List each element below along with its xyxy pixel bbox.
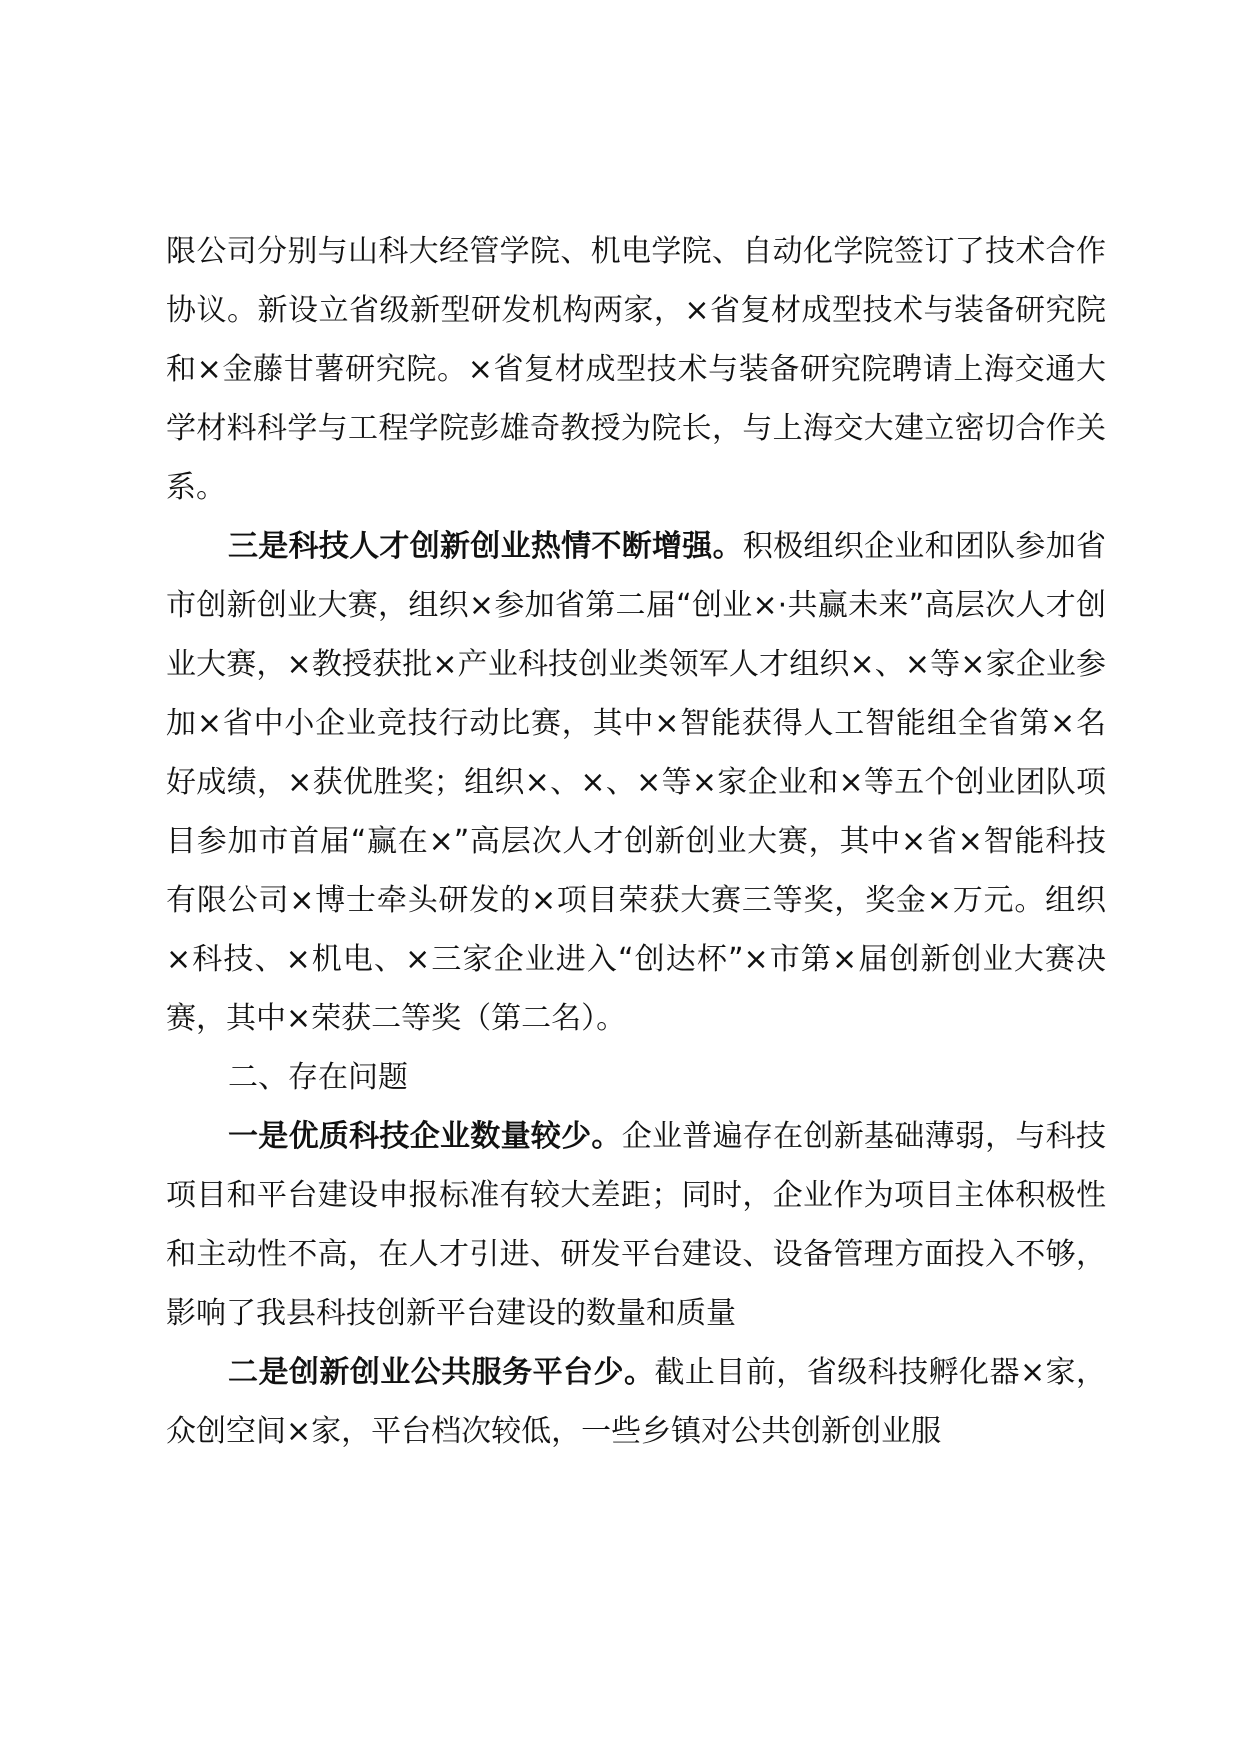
paragraph-text: 限公司分别与山科大经管学院、机电学院、自动化学院签订了技术合作协议。新设立省级新型研发机构两家，×省复材成型技术与装备研究院和×金藤甘薯研究院。×省复材成型技术与装备研究院聘请上海交通大学材料科学与工程学院彭雄奇教授为院长，与上海交大建立密切合作关系。 <box>166 234 1106 505</box>
paragraph-talent-entrepreneurship <box>166 517 1106 1048</box>
paragraph-few-tech-enterprises <box>166 1107 1106 1343</box>
paragraph-lead: 三是科技人才创新创业热情不断增强。 <box>228 529 743 564</box>
section-heading-text: 二、存在问题 <box>228 1060 408 1095</box>
paragraph-continuation <box>166 222 1106 517</box>
paragraph-lead: 一是优质科技企业数量较少。 <box>228 1119 622 1154</box>
paragraph-text: 截止目前，省级科技孵化器×家，众创空间×家，平台档次较低，一些乡镇对公共创新创业服 <box>166 1355 1107 1449</box>
paragraph-lead: 二是创新创业公共服务平台少。 <box>228 1355 655 1390</box>
document-page <box>166 222 1106 1461</box>
paragraph-text: 企业普遍存在创新基础薄弱，与科技项目和平台建设申报标准有较大差距；同时，企业作为项目主体积极性和主动性不高，在人才引进、研发平台建设、设备管理方面投入不够，影响了我县科技创新平台建设的数量和质量 <box>166 1119 1107 1331</box>
section-heading-problems <box>166 1048 1106 1107</box>
paragraph-few-service-platforms <box>166 1343 1106 1461</box>
paragraph-text: 积极组织企业和团队参加省市创新创业大赛，组织×参加省第二届“创业×·共赢未来”高层次人才创业大赛，×教授获批×产业科技创业类领军人才组织×、×等×家企业参加×省中小企业竞技行动比赛，其中×智能获得人工智能组全省第×名好成绩，×获优胜奖；组织×、×、×等×家企业和×等五个创业团队项目参加市首届“赢在×”高层次人才创新创业大赛，其中×省×智能科技有限公司×博士牵头研发的×项目荣获大赛三等奖，奖金×万元。组织×科技、×机电、×三家企业进入“创达杯”×市第×届创新创业大赛决赛，其中×荣获二等奖（第二名）。 <box>166 529 1107 1036</box>
